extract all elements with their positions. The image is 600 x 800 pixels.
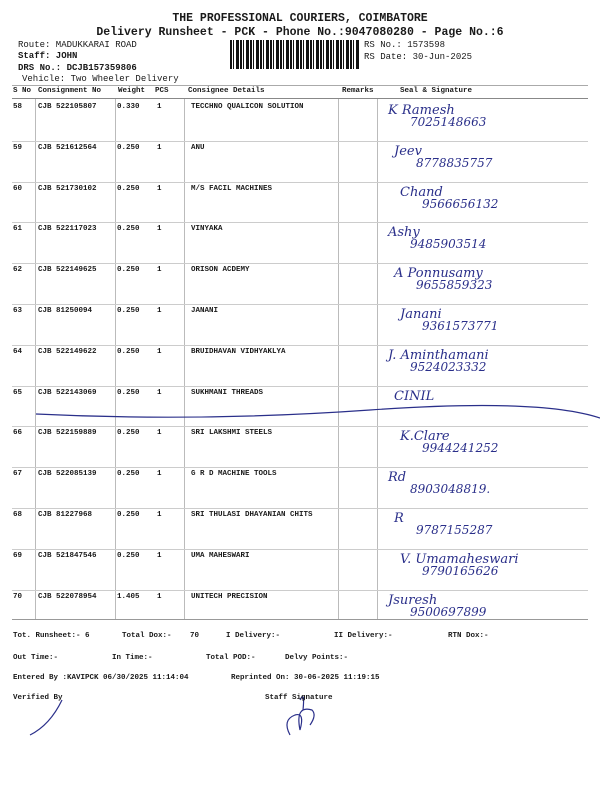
signature-name: V. Umamaheswari <box>400 551 519 567</box>
verified-signature <box>30 700 62 735</box>
sno: 64 <box>13 347 23 356</box>
sno: 70 <box>13 592 23 601</box>
tot-runsheet: Tot. Runsheet:- 6 <box>13 632 90 640</box>
consignment-no: CJB 521612564 <box>38 143 97 152</box>
signature-phone: 8778835757 <box>416 155 493 170</box>
pcs: 1 <box>157 347 162 356</box>
pcs: 1 <box>157 511 162 519</box>
reprinted-on: Reprinted On: 30-06-2025 11:19:15 <box>231 674 380 682</box>
vehicle: Vehicle: Two Wheeler Delivery <box>22 74 179 84</box>
consignment-no: CJB 522159889 <box>38 429 97 438</box>
signature-phone: 9485903514 <box>410 237 487 252</box>
signature-name: A Ponnusamy <box>394 266 483 282</box>
consignment-no: CJB 522085139 <box>38 470 97 479</box>
signature-phone: 9787155287 <box>416 523 493 537</box>
col-sno: S No <box>13 87 32 95</box>
col-pcs: PCS <box>155 87 169 95</box>
in-time: In Time:- <box>112 654 153 662</box>
signature-phone: 9500697899 <box>410 604 487 619</box>
signature-name: Ashy <box>388 225 420 241</box>
consignment-no: CJB 522143069 <box>38 388 97 397</box>
consignee: TECCHNO QUALICON SOLUTION <box>191 103 304 111</box>
staff-signature: Staff Signature <box>265 694 333 702</box>
consignee: JANANI <box>191 307 219 315</box>
weight: 0.250 <box>117 429 140 438</box>
staff-signature-mark <box>287 697 314 735</box>
consignment-no: CJB 521730102 <box>38 184 97 193</box>
pcs: 1 <box>157 143 162 152</box>
consignee: ANU <box>191 143 205 152</box>
col-weight: Weight <box>118 87 146 95</box>
rs-no: RS No.: 1573598 <box>364 40 446 50</box>
delvy-points: Delvy Points:- <box>285 654 349 662</box>
pcs: 1 <box>157 388 162 397</box>
signature-phone: 8903048819. <box>410 482 491 497</box>
sno: 66 <box>13 429 23 438</box>
pcs: 1 <box>157 592 162 601</box>
total-pod: Total POD:- <box>206 654 256 662</box>
consignment-no: CJB 522105807 <box>38 103 97 111</box>
signature-phone: 9361573771 <box>422 319 499 333</box>
signature-name: CINIL <box>394 388 435 404</box>
sno: 60 <box>13 184 23 193</box>
sno: 61 <box>13 225 23 234</box>
route: Route: MADUKKARAI ROAD <box>18 40 137 50</box>
col-consignee: Consignee Details <box>188 87 265 95</box>
weight: 0.250 <box>117 225 140 234</box>
signature-phone: 9655859323 <box>416 278 493 293</box>
consignee: BRUIDHAVAN VIDHYAKLYA <box>191 347 286 356</box>
sno: 65 <box>13 388 23 397</box>
signature-phone: 7025148663 <box>410 115 487 129</box>
signature-phone: 9944241252 <box>422 441 499 456</box>
weight: 0.250 <box>117 266 140 275</box>
runsheet-subtitle: Delivery Runsheet - PCK - Phone No.:9047080280 - Page No.:6 <box>96 26 504 39</box>
signature-name: Chand <box>400 184 443 200</box>
signature-name: K.Clare <box>400 429 450 445</box>
weight: 0.250 <box>117 470 140 479</box>
consignment-no: CJB 522149622 <box>38 347 97 356</box>
signature-name: Janani <box>400 307 442 322</box>
consignment-no: CJB 81250094 <box>38 307 93 315</box>
col-consignment: Consignment No <box>38 87 102 95</box>
consignment-no: CJB 81227968 <box>38 511 93 519</box>
consignee: ORISON ACDEMY <box>191 266 250 275</box>
total-dox: Total Dox:- <box>122 632 172 640</box>
consignment-no: CJB 522117023 <box>38 225 97 234</box>
pcs: 1 <box>157 551 162 560</box>
drs-no: DRS No.: DCJB157359806 <box>18 63 137 73</box>
sno: 68 <box>13 511 23 519</box>
verified-by: Verified By <box>13 694 63 702</box>
sno: 69 <box>13 551 23 560</box>
signature-phone: 9524023332 <box>410 359 487 374</box>
signature-name: J. Aminthamani <box>388 347 489 363</box>
sno: 59 <box>13 143 23 152</box>
rtn-dox: RTN Dox:- <box>448 632 489 640</box>
sno: 67 <box>13 470 23 479</box>
consignment-no: CJB 522149625 <box>38 266 97 275</box>
signature-phone: 9566656132 <box>422 196 499 211</box>
entered-by: Entered By :KAVIPCK 06/30/2025 11:14:04 <box>13 674 189 682</box>
pcs: 1 <box>157 103 162 111</box>
weight: 0.250 <box>117 551 140 560</box>
pcs: 1 <box>157 266 162 275</box>
consignee: VINYAKA <box>191 225 223 234</box>
consignee: G R D MACHINE TOOLS <box>191 470 277 479</box>
sno: 58 <box>13 103 23 111</box>
pcs: 1 <box>157 307 162 315</box>
weight: 1.405 <box>117 592 140 601</box>
weight: 0.250 <box>117 388 140 397</box>
signature-name: Jeev <box>394 143 422 159</box>
out-time: Out Time:- <box>13 654 59 662</box>
signature-name: R <box>394 511 404 526</box>
col-seal-signature: Seal & Signature <box>400 87 473 95</box>
consignee: SRI LAKSHMI STEELS <box>191 429 273 438</box>
signature-name: Jsuresh <box>388 592 438 608</box>
consignee: UMA MAHESWARI <box>191 551 250 560</box>
consignee: SUKHMANI THREADS <box>191 388 264 397</box>
signature-name: K Ramesh <box>388 103 455 118</box>
consignee: UNITECH PRECISION <box>191 592 268 601</box>
weight: 0.250 <box>117 184 140 193</box>
consignee: M/S FACIL MACHINES <box>191 184 273 193</box>
signature-phone: 9790165626 <box>422 563 499 578</box>
rs-date: RS Date: 30-Jun-2025 <box>364 52 473 62</box>
pcs: 1 <box>157 225 162 234</box>
i-delivery: I Delivery:- <box>226 632 281 640</box>
weight: 0.250 <box>117 307 140 315</box>
sno: 62 <box>13 266 23 275</box>
ii-delivery: II Delivery:- <box>334 632 393 640</box>
sno: 63 <box>13 307 23 315</box>
consignment-no: CJB 521847546 <box>38 551 97 560</box>
consignment-no: CJB 522078954 <box>38 592 97 601</box>
weight: 0.250 <box>117 347 140 356</box>
pcs: 1 <box>157 429 162 438</box>
weight: 0.330 <box>117 103 140 111</box>
pcs: 1 <box>157 470 162 479</box>
staff: Staff: JOHN <box>18 51 78 61</box>
signature-name: Rd <box>388 470 407 486</box>
total-dox-value: 70 <box>190 632 200 640</box>
company-title: THE PROFESSIONAL COURIERS, COIMBATORE <box>172 12 428 25</box>
weight: 0.250 <box>117 511 140 519</box>
consignee: SRI THULASI DHAYANIAN CHITS <box>191 511 313 519</box>
col-remarks: Remarks <box>342 87 374 95</box>
weight: 0.250 <box>117 143 140 152</box>
pcs: 1 <box>157 184 162 193</box>
